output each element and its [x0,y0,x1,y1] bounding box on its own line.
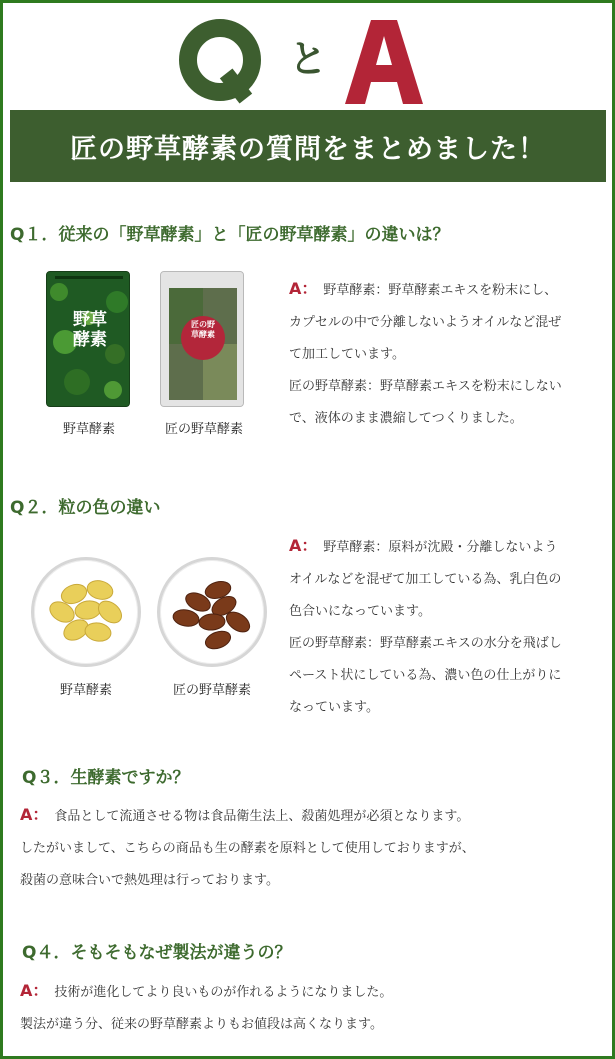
q3-answer-line-2: したがいまして、こちらの商品も生の酵素を原料として使用しておりますが、 [20,841,475,856]
q4-answer-line-1: A： 技術が進化してより良いものが作れるようになりました。 [20,981,393,1000]
banner-title: 匠の野草酵素の質問をまとめました！ [70,133,546,165]
q3-answer-line-3: 殺菌の意味合いで熱処理は行っております。 [20,873,279,888]
answer-mark: A： [289,536,318,555]
big-q-letter [178,18,266,106]
takumi-package-image [160,271,244,407]
big-a-letter [345,18,423,106]
package-right-label: 匠の野草酵素 [191,319,215,339]
answer-mark: A： [289,279,318,298]
title-banner [10,110,606,182]
yellow-capsules-image [31,557,141,667]
q1-answer-line-5: で、液体のまま濃縮してつくりました。 [289,411,523,426]
q3-heading: Q３．生酵素ですか？ [22,768,190,788]
q2-answer-line-6: なっています。 [289,700,379,715]
q2-answer-line-2: オイルなどを混ぜて加工している為、乳白色の [289,572,562,587]
q2-answer-line-5: ペースト状にしている為、濃い色の仕上がりに [289,668,562,683]
q4-heading: Q４．そもそもなぜ製法が違うの？ [22,943,292,963]
q4-answer-line-2: 製法が違う分、従来の野草酵素よりもお値段は高くなります。 [20,1017,383,1032]
q1-answer-line-3: て加工しています。 [289,347,405,362]
q2-heading: Q２．粒の色の違い [10,498,161,518]
q1-answer-line-4: 匠の野草酵素：野草酵素エキスを粉末にしない [289,379,562,394]
to-character: と [288,37,327,81]
answer-mark: A： [20,805,49,824]
brown-capsules-image [157,557,267,667]
q1-left-caption: 野草酵素 [62,422,115,437]
q2-answer [289,530,609,724]
q1-answer-line-2: カプセルの中で分離しないようオイルなど混ぜ [289,315,562,330]
q2-answer-line-1: A： 野草酵素：原料が沈殿・分離しないよう [289,536,558,555]
q2-answer-line-4: 匠の野草酵素：野草酵素エキスの水分を飛ばし [289,636,562,651]
q3-answer [20,799,610,897]
q1-answer [289,273,609,435]
q2-left-caption: 野草酵素 [59,683,112,698]
qa-header [0,6,615,106]
answer-mark: A： [20,981,49,1000]
q2-right-caption: 匠の野草酵素 [172,683,251,698]
q1-heading: Q１．従来の「野草酵素」と「匠の野草酵素」の違いは？ [10,225,450,245]
q1-right-caption: 匠の野草酵素 [164,422,243,437]
yasou-kouso-package-image [46,271,130,407]
package-left-label: 野草酵素 [73,310,107,350]
q4-answer [20,975,610,1041]
q1-answer-line-1: A： 野草酵素：野草酵素エキスを粉末にし、 [289,279,558,298]
q2-answer-line-3: 色合いになっています。 [289,604,431,619]
q3-answer-line-1: A： 食品として流通させる物は食品衛生法上、殺菌処理が必須となります。 [20,805,470,824]
